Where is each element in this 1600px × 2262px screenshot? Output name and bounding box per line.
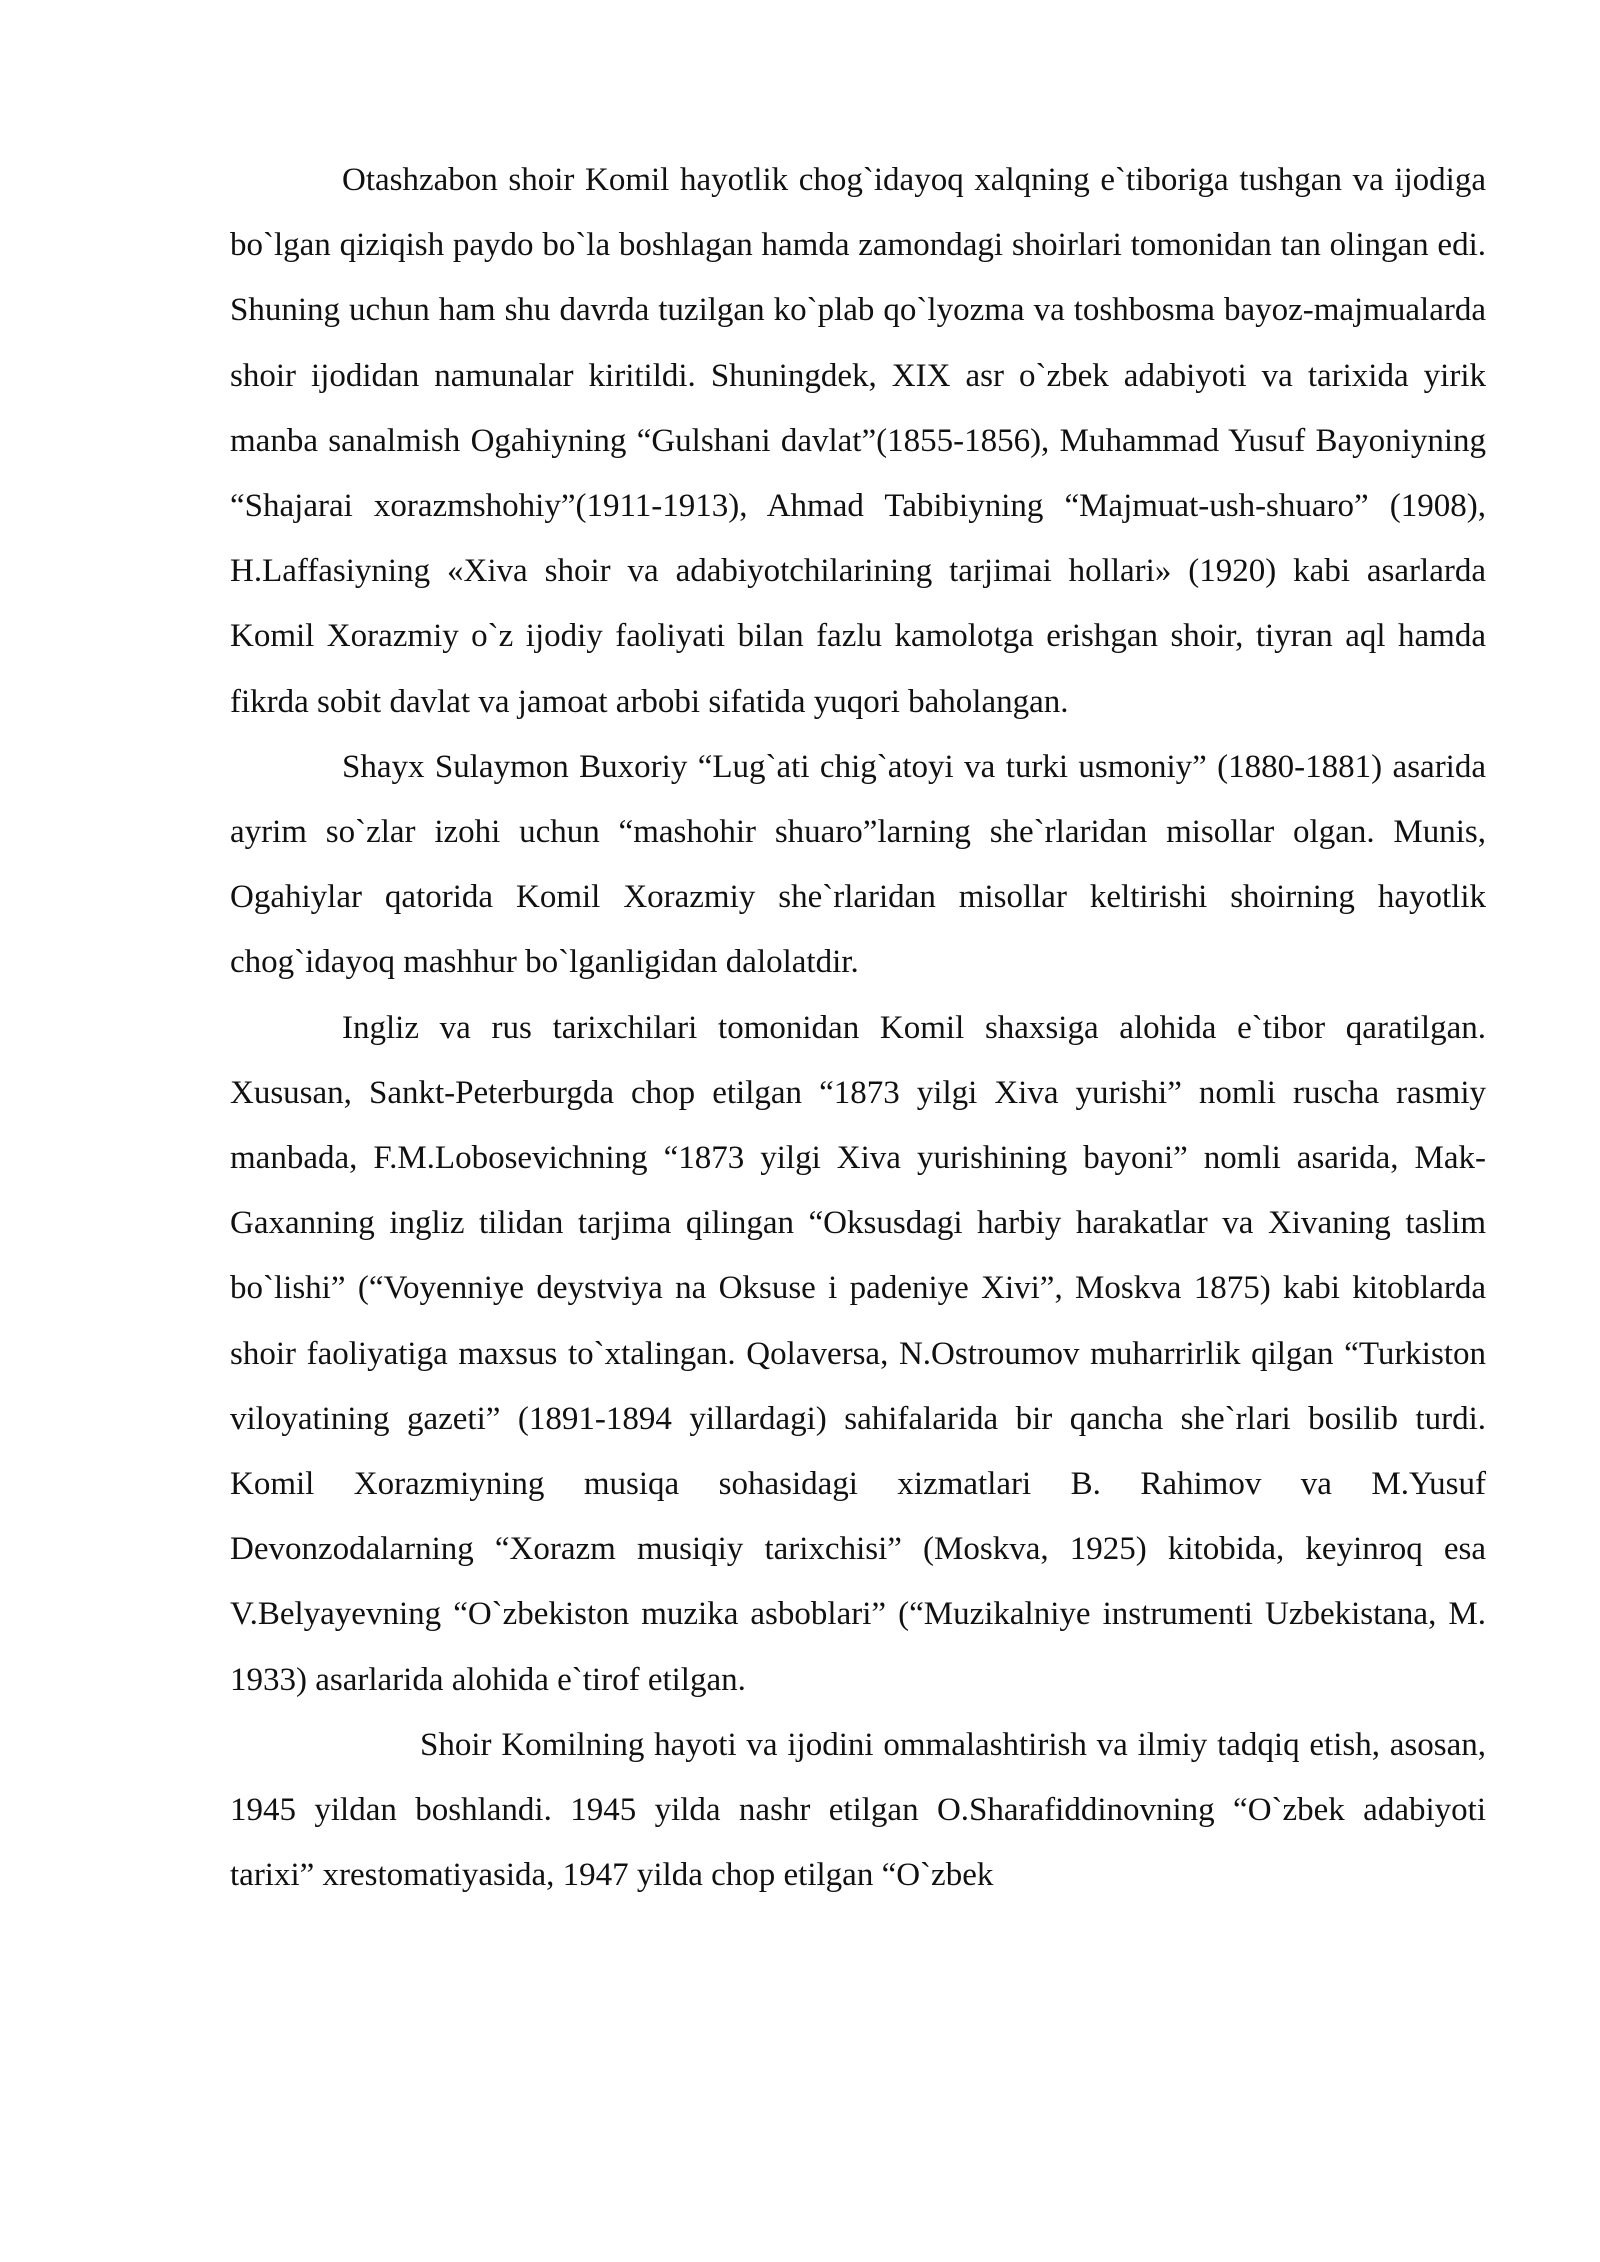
document-body [230,148,1486,1908]
paragraph-2: Shayx Sulaymon Buxoriy “Lug`ati chig`atoyi va turki usmoniy” (1880-1881) asarida ayrim so`zlar izohi uchun “mashohir shuaro”larning she`rlaridan misollar olgan. Munis, Ogahiylar qatorida Komil Xorazmiy she`rlaridan misollar keltirishi shoirning hayotlik chog`idayoq mashhur bo`lganligidan dalolatdir. [230,748,1486,981]
paragraph-4: Shoir Komilning hayoti va ijodini ommalashtirish va ilmiy tadqiq etish, asosan, 1945 yildan boshlandi. 1945 yilda nashr etilgan O.Sharafiddinovning “O`zbek adabiyoti tarixi” xrestomatiyasida, 1947 yilda chop etilgan “O`zbek [230,1726,1486,1894]
paragraph-3: Ingliz va rus tarixchilari tomonidan Komil shaxsiga alohida e`tibor qaratilgan. Xususan, Sankt-Peterburgda chop etilgan “1873 yilgi Xiva yurishi” nomli ruscha rasmiy manbada, F.M.Lobosevichning “1873 yilgi Xiva yurishining bayoni” nomli asarida, Mak-Gaxanning ingliz tilidan tarjima qilingan “Oksusdagi harbiy harakatlar va Xivaning taslim bo`lishi” (“Voyenniye deystviya na Oksuse i padeniye Xivi”, Moskva 1875) kabi kitoblarda shoir faoliyatiga maxsus to`xtalingan. Qolaversa, N.Ostroumov muharrirlik qilgan “Turkiston viloyatining gazeti” (1891-1894 yillardagi) sahifalarida bir qancha she`rlari bosilib turdi. Komil Xorazmiyning musiqa sohasidagi xizmatlari B. Rahimov va M.Yusuf Devonzodalarning “Xorazm musiqiy tarixchisi” (Moskva, 1925) kitobida, keyinroq esa V.Belyayevning “O`zbekiston muzika asboblari” (“Muzikalniye instrumenti Uzbekistana, M. 1933) asarlarida alohida e`tirof etilgan. [230,1009,1486,1698]
paragraph-1: Otashzabon shoir Komil hayotlik chog`idayoq xalqning e`tiboriga tushgan va ijodiga bo`lgan qiziqish paydo bo`la boshlagan hamda zamondagi shoirlari tomonidan tan olingan edi. Shuning uchun ham shu davrda tuzilgan ko`plab qo`lyozma va toshbosma bayoz-majmualarda shoir ijodidan namunalar kiritildi. Shuningdek, XIX asr o`zbek adabiyoti va tarixida yirik manba sanalmish Ogahiyning “Gulshani davlat”(1855-1856), Muhammad Yusuf Bayoniyning “Shajarai xorazmshohiy”(1911-1913), Ahmad Tabibiyning “Majmuat-ush-shuaro” (1908), H.Laffasiyning «Xiva shoir va adabiyotchilarining tarjimai hollari» (1920) kabi asarlarda Komil Xorazmiy o`z ijodiy faoliyati bilan fazlu kamolotga erishgan shoir, tiyran aql hamda fikrda sobit davlat va jamoat arbobi sifatida yuqori baholangan. [230,162,1486,720]
